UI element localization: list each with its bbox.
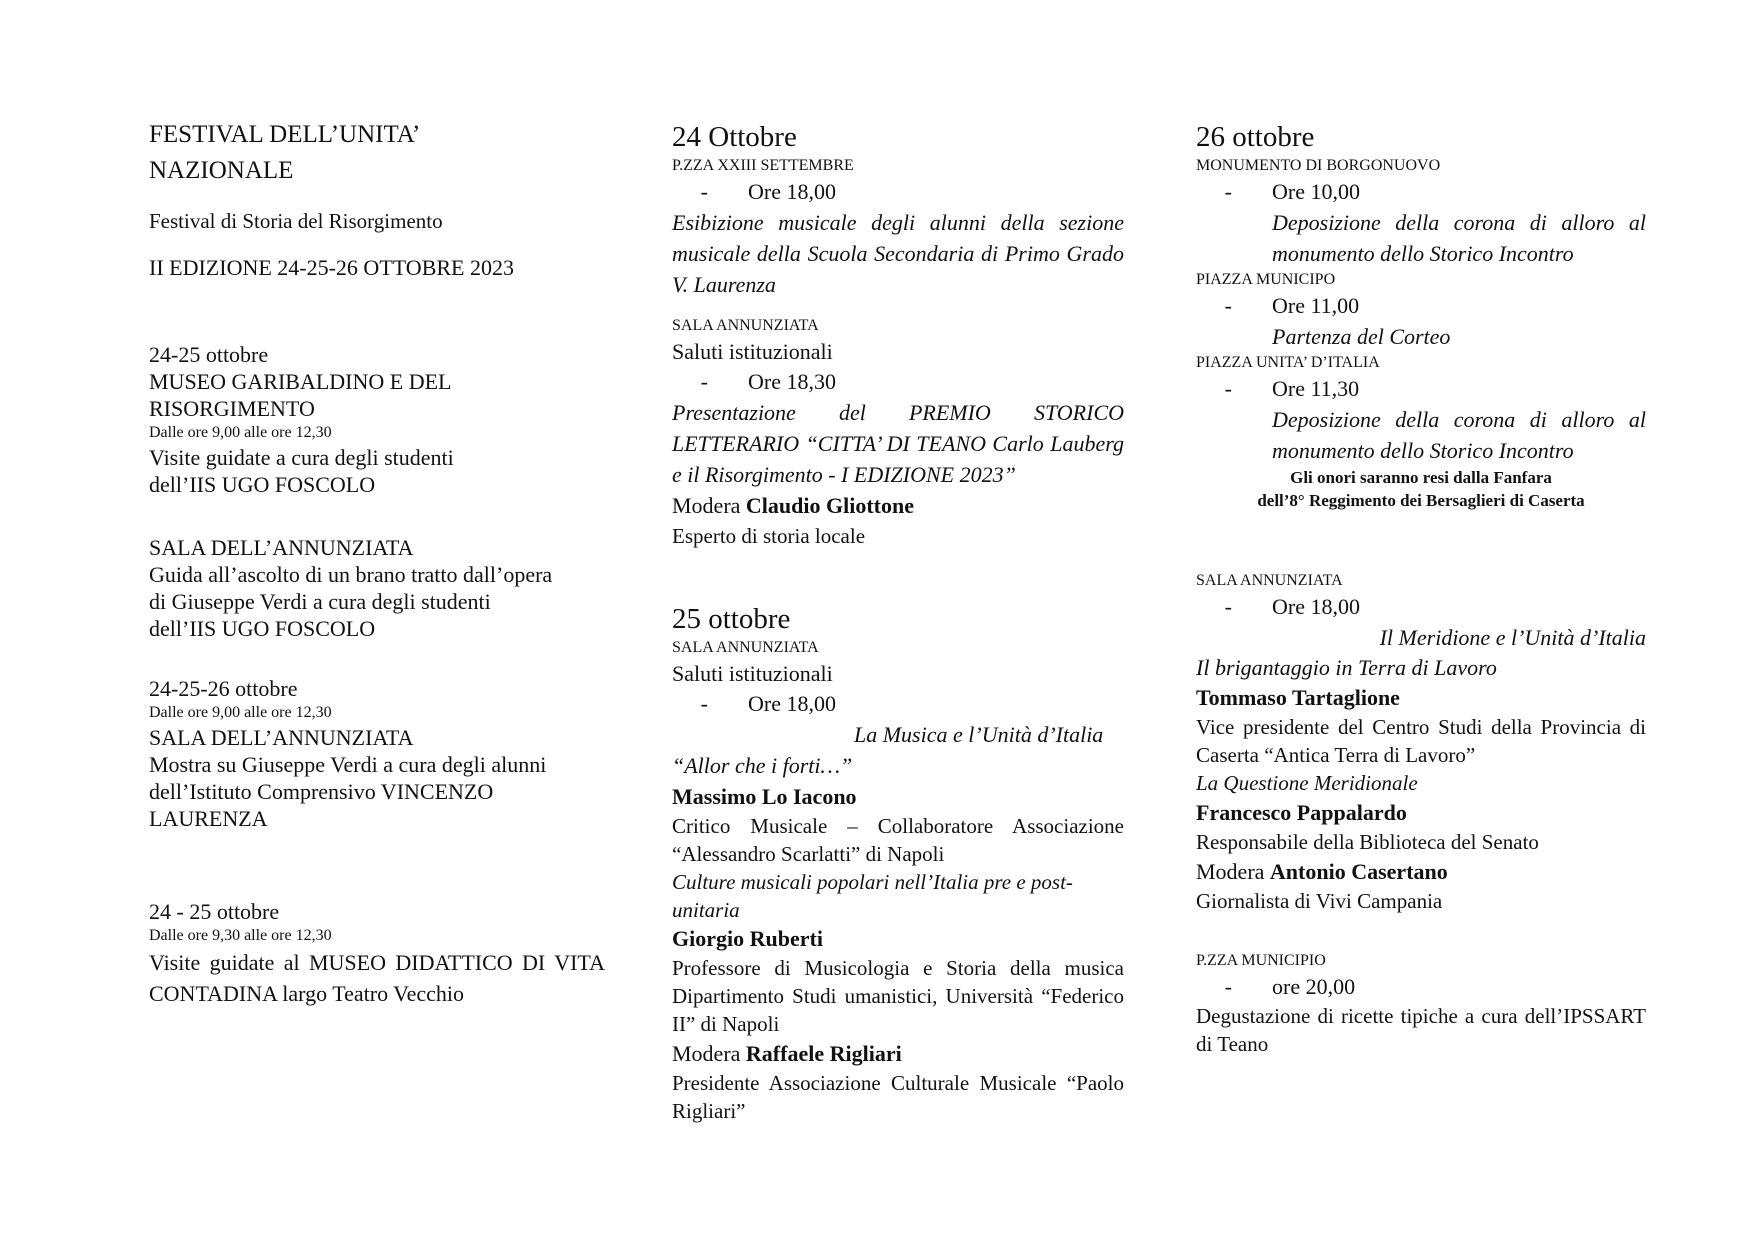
section-desc-l2: dell’IIS UGO FOSCOLO	[149, 472, 376, 497]
title-line-1: FESTIVAL DELL’UNITA’	[149, 121, 421, 148]
moderator-role: Giornalista di Vivi Campania	[1196, 889, 1443, 913]
moderator-label: Modera	[1196, 859, 1270, 884]
time-item	[1196, 374, 1646, 404]
event-description: Deposizione della corona di alloro al monumento dello Storico Incontro	[1272, 210, 1646, 266]
festival-title	[149, 117, 605, 189]
talk-title: La Questione Meridionale	[1196, 771, 1418, 795]
moderator-line	[672, 1038, 1124, 1069]
section-line-3: dell’IIS UGO FOSCOLO	[149, 616, 376, 641]
section-date: 24 - 25 ottobre	[149, 899, 280, 924]
day-24-ottobre	[672, 119, 1124, 550]
section-line-2: dell’Istituto Comprensivo VINCENZO	[149, 779, 494, 804]
place-label: SALA ANNUNZIATA	[1196, 572, 1343, 589]
section-museo-garibaldino	[149, 341, 605, 498]
talk-title: Il brigantaggio in Terra di Lavoro	[1196, 655, 1497, 680]
edition-line: II EDIZIONE 24-25-26 OTTOBRE 2023	[149, 255, 514, 280]
event-description: Degustazione di ricette tipiche a cura dell’IPSSART di Teano	[1196, 1004, 1646, 1056]
time-item	[1196, 291, 1646, 321]
moderator-role: Esperto di storia locale	[672, 524, 866, 548]
time-item	[1196, 177, 1646, 207]
place-label: PIAZZA UNITA’ D’ITALIA	[1196, 354, 1380, 371]
honors-note-line-1: Gli onori saranno resi dalla Fanfara	[1290, 468, 1552, 487]
time-label: Ore 18,30	[748, 369, 836, 394]
speaker-role: Vice presidente del Centro Studi della Provincia di Caserta “Antica Terra di Lavoro”	[1196, 715, 1646, 767]
place-label: P.ZZA MUNICIPIO	[1196, 952, 1326, 969]
event-description: Presentazione del PREMIO STORICO LETTERARIO “CITTA’ DI TEANO Carlo Lauberg e il Risorgimento - I EDIZIONE 2023”	[672, 400, 1124, 487]
bullet-dash: -	[700, 369, 708, 394]
bullet-dash: -	[1224, 974, 1232, 999]
moderator-name: Raffaele Rigliari	[745, 1041, 902, 1066]
title-line-2: NAZIONALE	[149, 157, 294, 184]
moderator-name: Antonio Casertano	[1269, 859, 1448, 884]
bullet-dash: -	[700, 691, 708, 716]
event-description: Deposizione della corona di alloro al monumento dello Storico Incontro	[1272, 407, 1646, 463]
section-museo-didattico	[149, 898, 605, 1009]
section-guida-ascolto	[149, 534, 605, 642]
bullet-dash: -	[1224, 179, 1232, 204]
section-place: SALA DELL’ANNUNZIATA	[149, 535, 414, 560]
place-label: MONUMENTO DI BORGONUOVO	[1196, 157, 1441, 174]
speaker-name: Massimo Lo Iacono	[672, 784, 857, 809]
day-heading: 26 ottobre	[1196, 121, 1315, 153]
saluti-label: Saluti istituzionali	[672, 339, 833, 364]
time-item	[1196, 592, 1646, 622]
speaker-role: Responsabile della Biblioteca del Senato	[1196, 830, 1539, 854]
time-label: Ore 18,00	[748, 691, 836, 716]
time-item	[1196, 972, 1646, 1002]
section-date: 24-25-26 ottobre	[149, 676, 298, 701]
moderator-name: Claudio Gliottone	[745, 493, 914, 518]
time-label: Ore 18,00	[748, 179, 836, 204]
moderator-line	[672, 490, 1124, 522]
speaker-name: Francesco Pappalardo	[1196, 800, 1407, 825]
section-mostra-verdi	[149, 675, 605, 832]
talk-title: “Allor che i forti…”	[672, 753, 853, 778]
time-item	[672, 177, 1124, 207]
bullet-dash: -	[1224, 594, 1232, 619]
bullet-dash: -	[1224, 293, 1232, 318]
time-label: Ore 11,00	[1272, 293, 1360, 318]
section-time: Dalle ore 9,30 alle ore 12,30	[149, 927, 332, 944]
talk-title: Culture musicali popolari nell’Italia pre e post-unitaria	[672, 870, 1073, 922]
day-26-ottobre-afternoon	[1196, 570, 1646, 915]
section-place-l1: MUSEO GARIBALDINO E DEL	[149, 369, 452, 394]
section-line-3: LAURENZA	[149, 806, 268, 831]
festival-subtitle: Festival di Storia del Risorgimento	[149, 209, 443, 233]
event-description: Esibizione musicale degli alunni della sezione musicale della Scuola Secondaria di Primo Grado V. Laurenza	[672, 210, 1124, 297]
place-label: SALA ANNUNZIATA	[672, 639, 819, 656]
time-label: Ore 11,30	[1272, 376, 1360, 401]
section-time: Dalle ore 9,00 alle ore 12,30	[149, 424, 332, 441]
theme-title: La Musica e l’Unità d’Italia	[854, 722, 1104, 747]
place-label: PIAZZA MUNICIPO	[1196, 271, 1336, 288]
section-time: Dalle ore 9,00 alle ore 12,30	[149, 704, 332, 721]
moderator-line	[1196, 856, 1646, 887]
place-label: P.ZZA XXIII SETTEMBRE	[672, 157, 854, 174]
time-label: Ore 10,00	[1272, 179, 1360, 204]
time-item	[672, 689, 1124, 719]
saluti-label: Saluti istituzionali	[672, 661, 833, 686]
day-26-ottobre-morning	[1196, 119, 1646, 512]
speaker-role: Professore di Musicologia e Storia della musica Dipartimento Studi umanistici, Università “Federico II” di Napoli	[672, 956, 1124, 1036]
section-desc: Visite guidate al MUSEO DIDATTICO DI VITA CONTADINA largo Teatro Vecchio	[149, 950, 605, 1006]
honors-note-line-2: dell’8° Reggimento dei Bersaglieri di Caserta	[1257, 491, 1585, 510]
section-place: SALA DELL’ANNUNZIATA	[149, 725, 414, 750]
moderator-label: Modera	[672, 1041, 746, 1066]
moderator-role: Presidente Associazione Culturale Musicale “Paolo Rigliari”	[672, 1071, 1124, 1123]
time-label: ore 20,00	[1272, 974, 1356, 999]
theme-title: Il Meridione e l’Unità d’Italia	[1379, 625, 1646, 650]
section-line-1: Mostra su Giuseppe Verdi a cura degli alunni	[149, 752, 547, 777]
speaker-name: Giorgio Ruberti	[672, 926, 823, 951]
day-25-ottobre	[672, 601, 1124, 1125]
speaker-name: Tommaso Tartaglione	[1196, 685, 1400, 710]
speaker-role: Critico Musicale – Collaboratore Associazione “Alessandro Scarlatti” di Napoli	[672, 814, 1124, 866]
bullet-dash: -	[1224, 376, 1232, 401]
place-label: SALA ANNUNZIATA	[672, 317, 819, 334]
section-date: 24-25 ottobre	[149, 342, 269, 367]
degustazione-section	[1196, 950, 1646, 1058]
section-desc-l1: Visite guidate a cura degli studenti	[149, 445, 454, 470]
event-description: Partenza del Corteo	[1272, 324, 1451, 349]
day-heading: 25 ottobre	[672, 603, 791, 635]
day-heading: 24 Ottobre	[672, 121, 797, 153]
moderator-label: Modera	[672, 493, 746, 518]
bullet-dash: -	[700, 179, 708, 204]
section-line-2: di Giuseppe Verdi a cura degli studenti	[149, 589, 491, 614]
time-label: Ore 18,00	[1272, 594, 1360, 619]
section-line-1: Guida all’ascolto di un brano tratto dall’opera	[149, 562, 553, 587]
section-place-l2: RISORGIMENTO	[149, 396, 315, 421]
time-item	[672, 367, 1124, 397]
